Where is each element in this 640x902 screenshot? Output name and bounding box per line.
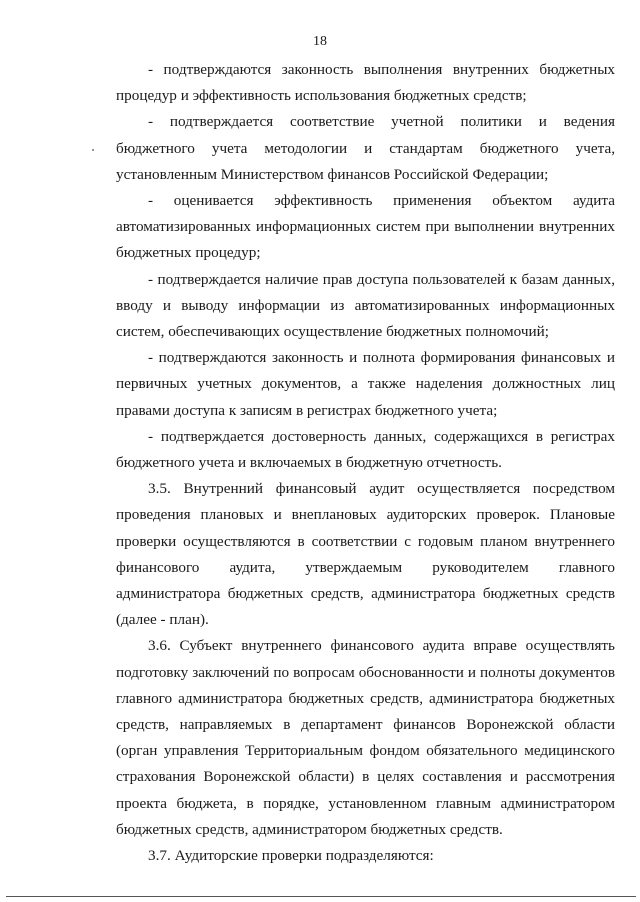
paragraph-primary-documents: - подтверждаются законность и полнота формирования финансовых и первичных учетных документов, а также наделения должностных лиц правами доступа к записям в регистрах бюджетного учета; — [116, 349, 615, 419]
paragraph-3-7: 3.7. Аудиторские проверки подразделяются: — [148, 847, 434, 865]
paragraph-access-rights: - подтверждается наличие прав доступа пользователей к базам данных, вводу и выводу информации из автоматизированных информационных систем, обеспечивающих осуществление бюджетных полномочий; — [116, 270, 615, 341]
document-body — [116, 57, 615, 869]
paragraph-automated-systems: - оценивается эффективность применения объектом аудита автоматизированных информационных систем при выполнении внутренних бюджетных процедур; — [116, 192, 615, 262]
paragraph-accounting-policy: - подтверждается соответствие учетной политики и ведения бюджетного учета методологии и стандартам бюджетного учета, установленным Министерством финансов Российской Федерации; — [116, 113, 615, 183]
paragraph-data-reliability: - подтверждается достоверность данных, содержащихся в регистрах бюджетного учета и включаемых в бюджетную отчетность. — [116, 427, 615, 472]
paragraph-legality-procedures: - подтверждаются законность выполнения внутренних бюджетных процедур и эффективность использования бюджетных средств; — [116, 61, 615, 105]
paragraph-3-5: 3.5. Внутренний финансовый аудит осуществляется посредством проведения плановых и внеплановых аудиторских проверок. Плановые проверки осуществляются в соответствии с годовым планом внутреннего финансового аудита, утверждаемым руководителем главного администратора бюджетных средств, администратора бюджетных средств (далее - план). — [116, 480, 615, 629]
page-number: 18 — [313, 34, 327, 49]
paragraph-3-6: 3.6. Субъект внутреннего финансового аудита вправе осуществлять подготовку заключений по вопросам обоснованности и полноты документов главного администратора бюджетных средств, администратора бюджетных средств, направляемых в департамент финансов Воронежской области (орган управления Территориальным фондом обязательного медицинского страхования Воронежской области) в целях составления и рассмотрения проекта бюджета, в порядке, установленном главным администратором бюджетных средств, администратором бюджетных средств. — [116, 637, 615, 838]
scan-speck — [92, 149, 94, 151]
bottom-rule — [6, 896, 636, 897]
